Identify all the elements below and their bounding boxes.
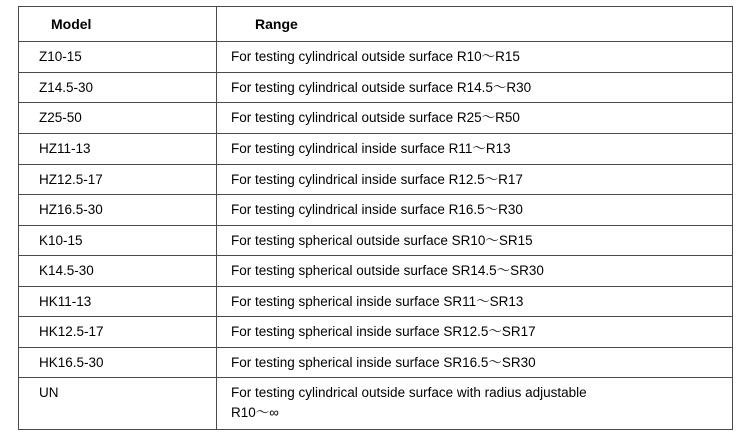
column-header-range: Range — [217, 7, 733, 42]
cell-range: For testing spherical outside surface SR14.5～SR30 — [217, 256, 733, 287]
table-row — [19, 286, 733, 317]
cell-range: For testing cylindrical inside surface R16.5～R30 — [217, 195, 733, 226]
table-row — [19, 225, 733, 256]
cell-range: For testing cylindrical outside surface R10～R15 — [217, 42, 733, 73]
table-body — [19, 42, 733, 429]
cell-model: HZ12.5-17 — [19, 164, 217, 195]
cell-model: Z25-50 — [19, 103, 217, 134]
cell-model: HZ11-13 — [19, 133, 217, 164]
table-header-row — [19, 7, 733, 42]
cell-range: For testing cylindrical outside surface R25～R50 — [217, 103, 733, 134]
table-row — [19, 164, 733, 195]
cell-range: For testing spherical inside surface SR12.5～SR17 — [217, 317, 733, 348]
table-row — [19, 42, 733, 73]
cell-range — [217, 378, 733, 429]
cell-model: Z14.5-30 — [19, 72, 217, 103]
table-row — [19, 256, 733, 287]
cell-model: HZ16.5-30 — [19, 195, 217, 226]
cell-range-line-2: R10～∞ — [231, 405, 279, 421]
cell-range-line-1: For testing cylindrical outside surface with radius adjustable — [231, 385, 587, 401]
cell-range: For testing cylindrical inside surface R12.5～R17 — [217, 164, 733, 195]
cell-range: For testing cylindrical inside surface R11～R13 — [217, 133, 733, 164]
table-row — [19, 195, 733, 226]
table-row — [19, 133, 733, 164]
cell-model: HK11-13 — [19, 286, 217, 317]
cell-model: K10-15 — [19, 225, 217, 256]
table-row — [19, 317, 733, 348]
cell-range: For testing cylindrical outside surface R14.5～R30 — [217, 72, 733, 103]
model-range-table — [18, 6, 733, 430]
table-row — [19, 378, 733, 429]
cell-range: For testing spherical inside surface SR16.5～SR30 — [217, 347, 733, 378]
cell-range: For testing spherical outside surface SR10～SR15 — [217, 225, 733, 256]
table-row — [19, 72, 733, 103]
cell-model: HK12.5-17 — [19, 317, 217, 348]
cell-model: HK16.5-30 — [19, 347, 217, 378]
cell-model: UN — [19, 378, 217, 429]
table-header — [19, 7, 733, 42]
cell-model: K14.5-30 — [19, 256, 217, 287]
table-row — [19, 347, 733, 378]
cell-range: For testing spherical inside surface SR11～SR13 — [217, 286, 733, 317]
column-header-model: Model — [19, 7, 217, 42]
cell-model: Z10-15 — [19, 42, 217, 73]
document-page — [0, 6, 750, 439]
table-row — [19, 103, 733, 134]
